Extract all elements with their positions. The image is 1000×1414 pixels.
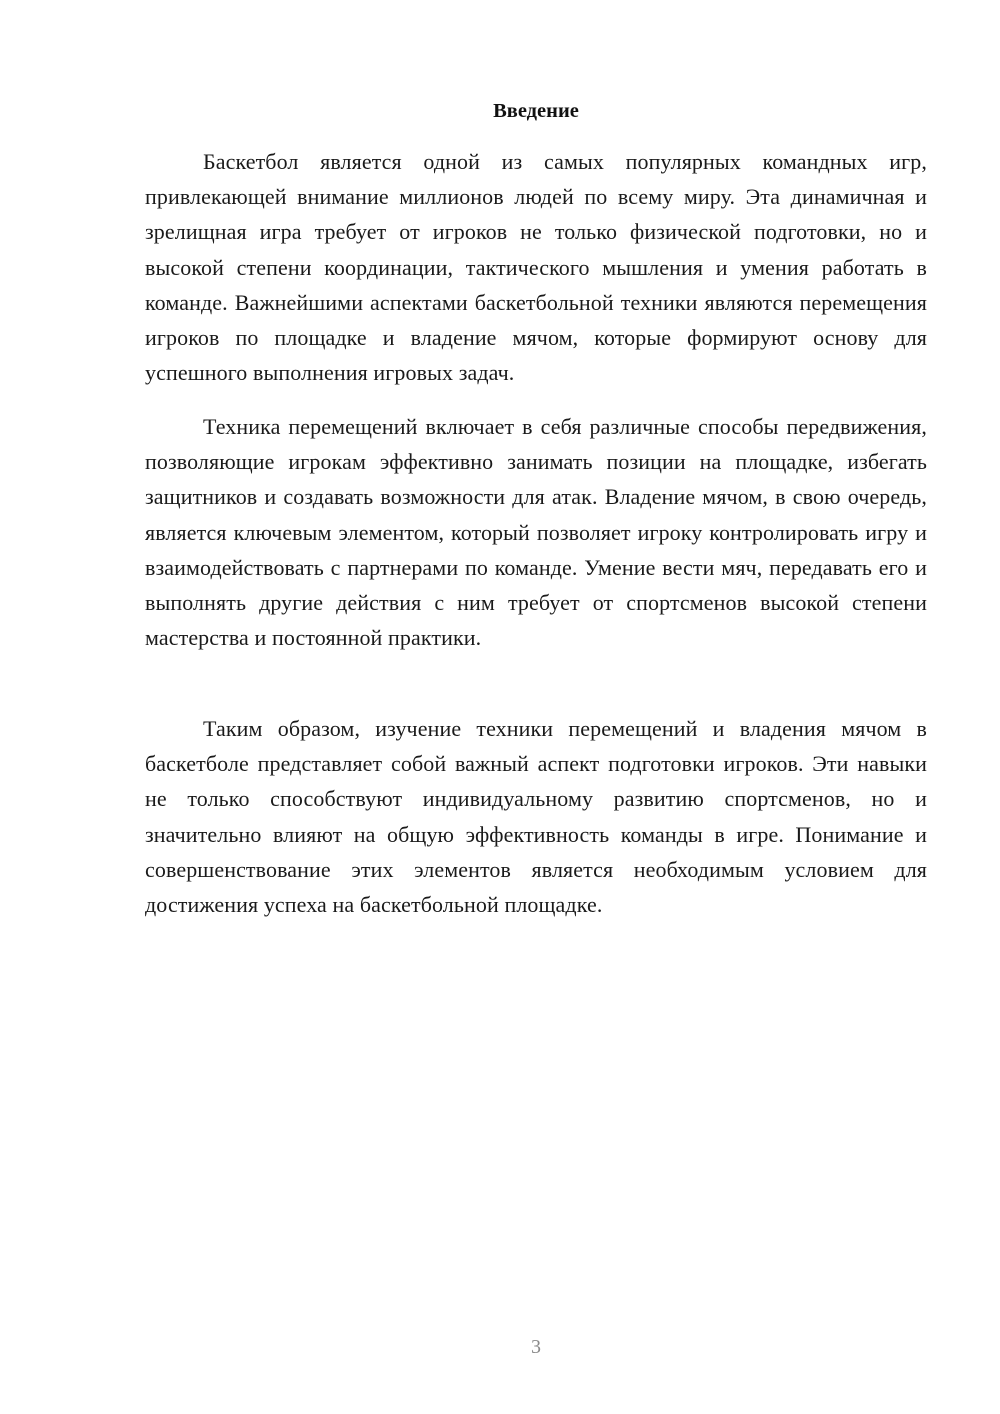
paragraph-movement-technique: Техника перемещений включает в себя различные способы передвижения, позволяющие игрокам эффективно занимать позиции на площадке, избегать защитников и создавать возможности для атак. Владение мячом, в свою очередь, является ключевым элементом, который позволяет игроку контролировать игру и взаимодействовать с партнерами по команде. Умение вести мяч, передавать его и выполнять другие действия с ним требует от спортсменов высокой степени мастерства и постоянной практики. — [145, 414, 927, 651]
paragraph-conclusion: Таким образом, изучение техники перемещений и владения мячом в баскетболе представляет собой важный аспект подготовки игроков. Эти навыки не только способствуют индивидуальному развитию спортсменов, но и значительно влияют на общую эффективность команды в игре. Понимание и совершенствование этих элементов является необходимым условием для достижения успеха на баскетбольной площадке. — [145, 716, 927, 918]
paragraph-intro: Баскетбол является одной из самых популярных командных игр, привлекающей внимание миллионов людей по всему миру. Эта динамичная и зрелищная игра требует от игроков не только физической подготовки, но и высокой степени координации, тактического мышления и умения работать в команде. Важнейшими аспектами баскетбольной техники являются перемещения игроков по площадке и владение мячом, которые формируют основу для успешного выполнения игровых задач. — [145, 149, 927, 386]
page-number: 3 — [531, 1336, 541, 1358]
section-title: Введение — [493, 100, 579, 122]
